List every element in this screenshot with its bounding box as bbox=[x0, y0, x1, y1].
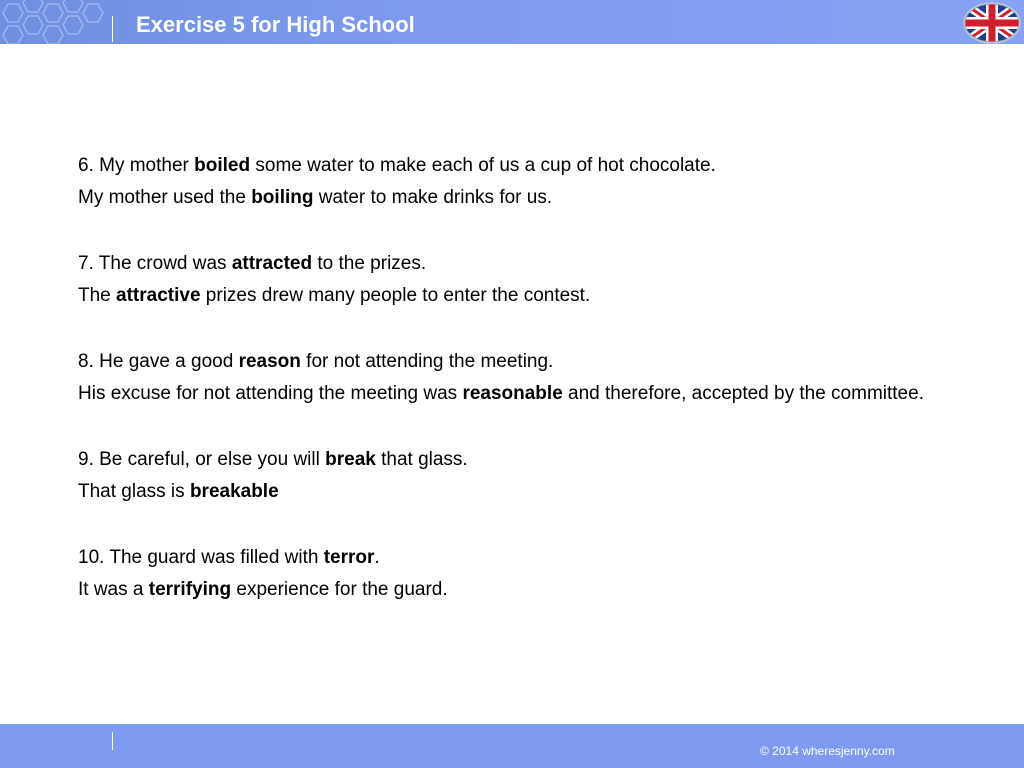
keyword: attracted bbox=[231, 253, 313, 274]
sentence: The attractive prizes drew many people to enter the contest. bbox=[78, 285, 591, 306]
exercise-item-8 bbox=[78, 348, 988, 408]
header-divider bbox=[112, 16, 113, 42]
sentence: That glass is breakable bbox=[78, 481, 279, 502]
exercise-item-6 bbox=[78, 152, 988, 212]
sentence: His excuse for not attending the meeting was reasonable and therefore, accepted by the committee. bbox=[78, 383, 924, 404]
uk-flag-icon[interactable] bbox=[962, 2, 1022, 44]
keyword: reasonable bbox=[462, 383, 563, 404]
footer-bar bbox=[0, 724, 1024, 768]
keyword: terrifying bbox=[148, 579, 232, 600]
sentence: 10. The guard was filled with terror. bbox=[78, 547, 380, 568]
sentence: It was a terrifying experience for the guard. bbox=[78, 579, 448, 600]
page-title: Exercise 5 for High School bbox=[136, 12, 415, 37]
hexagon-pattern-icon bbox=[0, 0, 130, 44]
keyword: boiling bbox=[251, 187, 314, 208]
keyword: attractive bbox=[116, 285, 201, 306]
exercise-content bbox=[78, 152, 988, 642]
sentence: 8. He gave a good reason for not attending the meeting. bbox=[78, 351, 554, 372]
sentence: My mother used the boiling water to make drinks for us. bbox=[78, 187, 553, 208]
footer-divider bbox=[112, 732, 113, 750]
sentence: 6. My mother boiled some water to make each of us a cup of hot chocolate. bbox=[78, 155, 716, 176]
header-bar bbox=[0, 0, 1024, 44]
exercise-item-9 bbox=[78, 446, 988, 506]
keyword: breakable bbox=[189, 481, 279, 502]
exercise-item-7 bbox=[78, 250, 988, 310]
keyword: terror bbox=[323, 547, 375, 568]
keyword: boiled bbox=[194, 155, 251, 176]
sentence: 7. The crowd was attracted to the prizes. bbox=[78, 253, 427, 274]
keyword: break bbox=[325, 449, 376, 470]
exercise-item-10 bbox=[78, 544, 988, 604]
copyright-text: © 2014 wheresjenny.com bbox=[760, 744, 895, 758]
keyword: reason bbox=[238, 351, 301, 372]
sentence: 9. Be careful, or else you will break that glass. bbox=[78, 449, 468, 470]
